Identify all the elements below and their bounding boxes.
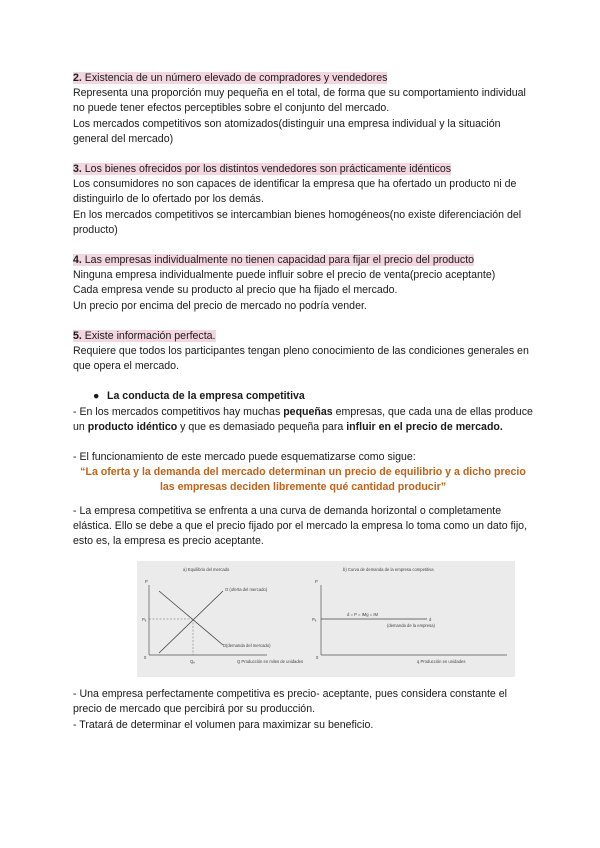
paragraph: Los mercados competitivos son atomizados(distinguir una empresa individual y la situación general del mercado) <box>73 117 501 145</box>
section-heading-text: Las empresas individualmente no tienen capacidad para fijar el precio del producto <box>81 254 475 267</box>
demand-label: D(demanda del mercado) <box>223 643 271 649</box>
section-number: 3. <box>73 163 82 176</box>
section-number: 4. <box>73 254 82 267</box>
firm-demand-d: d <box>429 617 432 623</box>
section-3 <box>73 162 533 238</box>
section-heading <box>73 162 533 177</box>
paragraph: Representa una proporción muy pequeña en el total, de forma que su comportamiento individual no puede tener efectos perceptibles sobre el conjunto del mercado. <box>73 87 526 115</box>
document-body <box>73 71 533 733</box>
section-4 <box>73 253 533 314</box>
text-run: - En los mercados competitivos hay muchas <box>73 405 284 418</box>
quote: “La oferta y la demanda del mercado determinan un precio de equilibrio y a dicho precio las empresas deciden libremente qué cantidad producir” <box>80 466 526 494</box>
paragraph: Requiere que todos los participantes tengan pleno conocimiento de las condiciones generales en que opera el mercado. <box>73 345 529 373</box>
supply-label: O (oferta del mercado) <box>225 587 268 593</box>
paragraph-demand: - La empresa competitiva se enfrenta a una curva de demanda horizontal o completamente elástica. Ello se debe a que el precio fijado por el mercado la empresa lo toma como un dato fijo, esto es, la empresa es precio aceptante. <box>73 504 528 548</box>
left-qe-label: Qₑ <box>190 659 195 665</box>
paragraph: Cada empresa vende su producto al precio que ha fijado el mercado. <box>73 284 398 297</box>
paragraph: En los mercados competitivos se intercambian bienes homogéneos(no existe diferenciación del producto) <box>73 208 522 236</box>
bullet-icon: ● <box>93 390 100 403</box>
section-heading <box>73 71 533 86</box>
paragraph-price-taker: - Una empresa perfectamente competitiva es precio- aceptante, pues considera constante el precio de mercado que percibirá por su producción. <box>73 688 507 716</box>
section-number: 5. <box>73 329 82 342</box>
left-origin: 0 <box>144 655 147 661</box>
right-x-label: q Producción en unidades <box>417 659 466 665</box>
demand-curve <box>159 591 223 645</box>
section-heading <box>73 329 533 344</box>
section-heading-text: Los bienes ofrecidos por los distintos vendedores son prácticamente idénticos <box>81 163 452 176</box>
diagram-svg <box>137 561 515 677</box>
section-heading-text: Existe información perfecta. <box>81 329 216 342</box>
section-5 <box>73 329 533 375</box>
section-2 <box>73 71 533 147</box>
right-y-label: P <box>315 579 318 585</box>
text-run: empresas, que cada una de ellas produce un <box>73 405 533 433</box>
diagram-figure <box>137 561 515 677</box>
paragraph: Los consumidores no son capaces de identificar la empresa que ha ofertado un producto ni de distinguirlo de lo ofertado por los demás. <box>73 178 517 206</box>
paragraph: Un precio por encima del precio de mercado no podría vender. <box>73 299 367 312</box>
section-heading-text: Existencia de un número elevado de compradores y vendedores <box>81 72 388 84</box>
firm-demand-note: (demanda de la empresa) <box>387 623 435 629</box>
left-panel-title: a) Equilibrio del mercado <box>183 567 230 573</box>
section-heading <box>73 253 533 268</box>
left-y-label: P <box>145 579 148 585</box>
left-x-label: Q Producción en miles de unidades <box>237 659 304 665</box>
right-pe-label: Pₑ <box>312 617 317 623</box>
section-number: 2. <box>73 72 82 84</box>
bold-run: influir en el precio de mercado. <box>346 420 503 433</box>
paragraph-maximize: - Tratará de determinar el volumen para maximizar su beneficio. <box>73 718 374 731</box>
bullet-heading <box>93 389 533 404</box>
paragraph-competitive <box>73 405 533 435</box>
firm-demand-equation: d = P = IMg = IM <box>347 612 378 618</box>
text-run: y que es demasiado pequeña para <box>177 420 347 433</box>
bold-run: producto idéntico <box>87 420 178 433</box>
left-pe-label: Pₑ <box>142 617 147 623</box>
right-panel-title: b) Curva de demanda de la empresa competitiva <box>343 567 434 573</box>
right-origin: 0 <box>316 655 319 661</box>
bold-run: pequeñas <box>283 405 333 418</box>
supply-curve <box>159 591 223 653</box>
paragraph: Ninguna empresa individualmente puede influir sobre el precio de venta(precio aceptante) <box>73 269 496 282</box>
bullet-heading-text: La conducta de la empresa competitiva <box>107 390 305 403</box>
paragraph-scheme: - El funcionamiento de este mercado puede esquematizarse como sigue: <box>73 451 416 464</box>
